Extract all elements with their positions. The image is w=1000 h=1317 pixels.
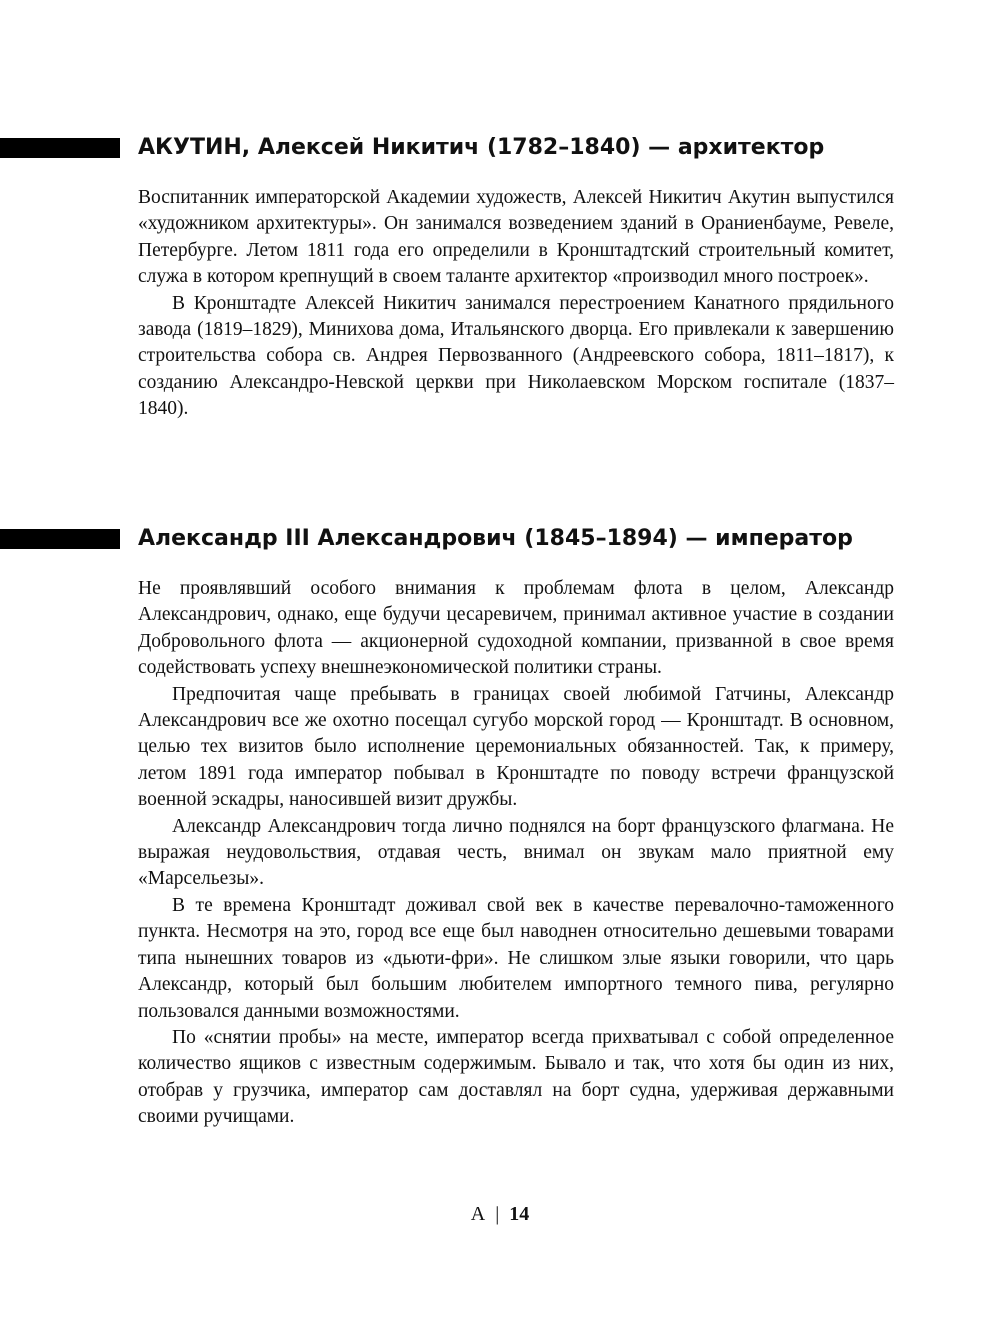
page-number: 14 <box>509 1203 530 1225</box>
footer-separator: | <box>495 1203 500 1225</box>
paragraph: Не проявлявший особого внимания к проблемам флота в целом, Александр Александрович, однако, еще будучи цесаревичем, принимал активное участие в создании Добровольного флота — акционерной судоходной компании, призванной в свое время содействовать успеху внешнеэкономической политики страны. <box>138 578 894 679</box>
entry-heading-akutin: АКУТИН, Алексей Никитич (1782–1840) — архитектор <box>138 135 825 160</box>
heading-marker-bar <box>0 529 120 549</box>
paragraph: Предпочитая чаще пребывать в границах своей любимой Гатчины, Александр Александрович все же охотно посещал сугубо морской город — Кронштадт. В основном, целью тех визитов было исполнение церемониальных обязанностей. Так, к примеру, летом 1891 года император побывал в Кронштадте по поводу встречи французской военной эскадры, наносившей визит дружбы. <box>138 683 894 811</box>
page-footer <box>0 1200 1000 1228</box>
section-letter: А <box>470 1203 486 1225</box>
heading-marker-bar <box>0 138 120 158</box>
paragraph: По «снятии пробы» на месте, император всегда прихватывал с собой определенное количество ящиков с известным содержимым. Бывало и так, что хотя бы один из них, отобрав у грузчика, император сам доставлял на борт судна, удерживая державными своими ручищами. <box>138 1026 894 1128</box>
entry-body-akutin <box>138 185 894 423</box>
entry-heading-alexander-iii: Александр III Александрович (1845–1894) — император <box>138 526 853 551</box>
paragraph: Александр Александрович тогда лично поднялся на борт французского флагмана. Не выражая неудовольствия, отдавая честь, внимал он звукам мало приятной ему «Марсельезы». <box>138 815 894 890</box>
entry-body-alexander-iii <box>138 576 894 1131</box>
paragraph: В те времена Кронштадт доживал свой век в качестве перевалочно-таможенного пункта. Несмотря на это, город все еще был наводнен относительно дешевыми товарами типа нынешних товаров из «дьюти-фри». Не слишком злые языки говорили, что царь Александр, который был большим любителем импортного темного пива, регулярно пользовался данными возможностями. <box>138 894 894 1022</box>
paragraph: Воспитанник императорской Академии художеств, Алексей Никитич Акутин выпустился «художником архитектуры». Он занимался возведением зданий в Ораниенбауме, Ревеле, Петербурге. Летом 1811 года его определили в Кронштадтский строительный комитет, служа в котором крепнущий в своем таланте архитектор «производил много построек». <box>138 187 894 288</box>
paragraph: В Кронштадте Алексей Никитич занимался перестроением Канатного прядильного завода (1819–1829), Минихова дома, Итальянского дворца. Его привлекали к завершению строительства собора св. Андрея Первозванного (Андреевского собора, 1811–1817), к созданию Александро-Невской церкви при Николаевском Морском госпитале (1837–1840). <box>138 292 894 420</box>
